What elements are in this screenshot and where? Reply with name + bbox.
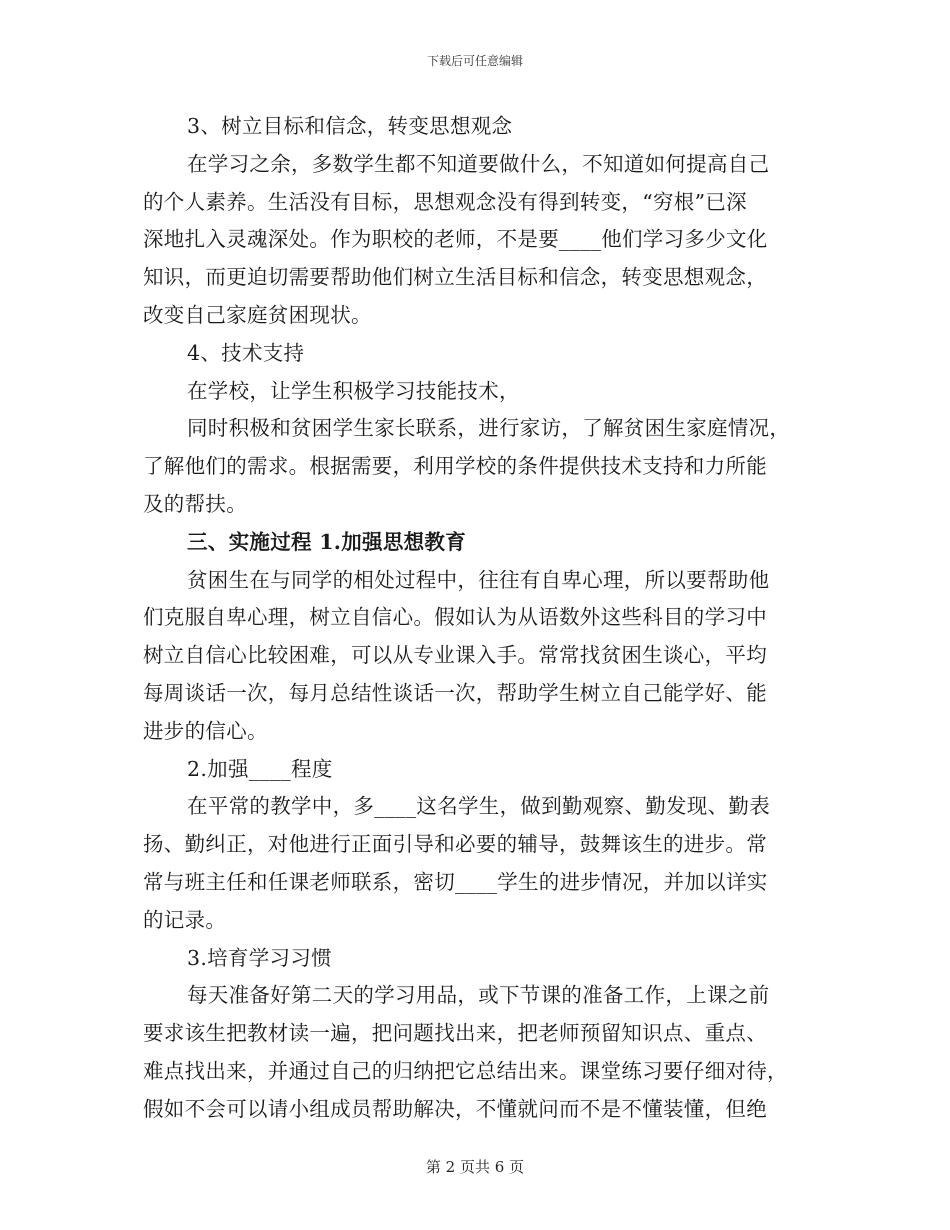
text-line: 在学习之余，多数学生都不知道要做什么，不知道如何提高自己: [187, 151, 770, 176]
text-line: 假如不会可以请小组成员帮助解决，不懂就问而不是不懂装懂，但绝: [143, 1096, 767, 1121]
page-footer: 第 2 页共 6 页: [425, 1158, 525, 1176]
text-line: 4、技术支持: [187, 340, 305, 365]
text-line: 在学校，让学生积极学习技能技术，: [187, 378, 520, 403]
text-line: 3、树立目标和信念，转变思想观念: [187, 114, 513, 138]
text-line: 2.加强____程度: [187, 756, 333, 781]
text-line: 的个人素养。生活没有目标，思想观念没有得到转变，“穷根”已深: [143, 189, 747, 214]
text-line: 每周谈话一次，每月总结性谈话一次，帮助学生树立自己能学好、能: [143, 680, 767, 705]
text-line: 每天准备好第二天的学习用品，或下节课的准备工作，上课之前: [187, 983, 770, 1008]
section-heading-line: 三、实施过程 1.加强思想教育: [187, 529, 467, 554]
document-body: [143, 108, 808, 1129]
text-line: 同时积极和贫困学生家长联系，进行家访，了解贫困生家庭情况，: [187, 416, 791, 441]
text-line: 要求该生把教材读一遍，把问题找出来，把老师预留知识点、重点、: [143, 1021, 767, 1046]
text-line: 扬、勤纠正，对他进行正面引导和必要的辅导，鼓舞该生的进步。常: [143, 832, 767, 857]
text-line: 进步的信心。: [143, 718, 268, 743]
text-line: 在平常的教学中，多____这名学生，做到勤观察、勤发现、勤表: [187, 794, 770, 819]
text-line: 3.培育学习习惯: [187, 945, 332, 970]
text-line: 的记录。: [143, 907, 227, 932]
text-line: 难点找出来，并通过自己的归纳把它总结出来。课堂练习要仔细对待，: [143, 1058, 788, 1083]
page-header: 下载后可任意编辑: [426, 54, 523, 68]
text-line: 知识，而更迫切需要帮助他们树立生活目标和信念，转变思想观念，: [143, 265, 767, 290]
text-line: 树立自信心比较困难，可以从专业课入手。常常找贫困生谈心，平均: [143, 643, 767, 668]
text-line: 了解他们的需求。根据需要，利用学校的条件提供技术支持和力所能: [143, 454, 767, 479]
text-line: 改变自己家庭贫困现状。: [143, 302, 372, 327]
text-line: 常与班主任和任课老师联系，密切____学生的进步情况，并加以详实: [143, 869, 768, 894]
text-line: 深地扎入灵魂深处。作为职校的老师，不是要____他们学习多少文化: [143, 227, 768, 252]
text-line: 及的帮扶。: [143, 491, 247, 516]
text-line: 贫困生在与同学的相处过程中，往往有自卑心理，所以要帮助他: [187, 567, 770, 592]
text-line: 们克服自卑心理，树立自信心。假如认为从语数外这些科目的学习中: [143, 605, 767, 630]
